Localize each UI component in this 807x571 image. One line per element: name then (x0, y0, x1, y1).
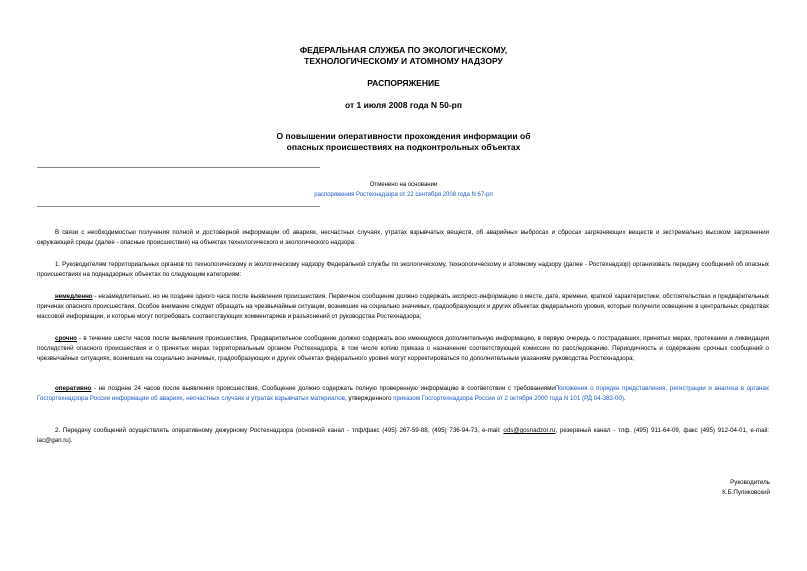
body-immediate (37, 292, 769, 322)
cancel-label: Отменено на основании (369, 182, 438, 188)
signature-block (722, 478, 770, 498)
paragraph-2 (37, 426, 769, 446)
term-operative: оперативно (55, 385, 92, 392)
intro-paragraph: В связи с необходимостью получения полной и достоверной информации об авариях, несчастных случаях, утратах взрывчатых веществ, об аварийных выбросах и сбросах загрязняющих веществ и экстремально высоком загрязнении окружающей среды (далее - опасные происшествия) на объектах технологического и экологического надзора: (37, 229, 769, 246)
body-operative (37, 384, 769, 404)
body-p2 (37, 426, 769, 446)
term-urgent: срочно (55, 335, 77, 342)
body-p1 (37, 260, 769, 280)
cancel-link[interactable]: распоряжения Ростехнадзора от 22 сентября 2008 года N 67-рп (314, 192, 493, 198)
doc-title (0, 131, 807, 153)
immediate-text: - незамедлительно, но не позднее одного часа после выявления происшествия. Первичное сообщение должно содержать экспресс-информацию о месте, дате, времени, краткой характеристике, обстоятельствах и предварительных причинах опасного происшествия. Особое внимание следует обращать на чрезвычайные ситуации, возникшие на социально значимых, градообразующих и других объектах федерального уровня, которые получили освещение в центральных средствах массовой информации, и которые могут потребовать соответствующих комментариев и разъяснений от руководства Ростехнадзора; (37, 293, 769, 320)
signature-name: К.Б.Пуликовский (722, 489, 770, 496)
operative-text-1: - не позднее 24 часов после выявления происшествия. Сообщение должно содержать полную проверенную информацию в соответствии с требованиями (91, 385, 555, 392)
p2-text-1: 2. Передачу сообщений осуществлять оперативному дежурному Ростехнадзора (основной канал - тлф/факс (495) 267-59-88, (495) 736-94-73, e-mail: (55, 427, 504, 434)
body-urgent (37, 334, 769, 364)
signature-position: Руководитель (730, 479, 770, 486)
paragraph-urgent (37, 334, 769, 364)
divider-top (37, 167, 320, 168)
agency-line-2: ТЕХНОЛОГИЧЕСКОМУ И АТОМНОМУ НАДЗОРУ (304, 56, 503, 66)
email-link[interactable]: ods@gosnadzor.ru (503, 427, 556, 434)
body-intro (37, 228, 769, 248)
paragraph-1: 1. Руководителям территориальных органов по технологическому и экологическому надзору Федеральной службы по экологическому, технологическому и атомному надзору (далее - Ростехнадзор) организовать передачу сообщений об опасных происшествиях на поднадзорных объектах по следующим категориям: (37, 261, 769, 278)
urgent-text: - в течение шести часов после выявления происшествия. Предварительное сообщение должно содержать всю имеющуюся дополнительную информацию, в первую очередь о пострадавших, принятых мерах, протекании и ликвидации последствий опасного происшествия и о принятых мерах территориальным органом Ростехнадзора, в том числе копию приказа о назначении соответствующей комиссии по расследованию. Периодичность и содержание срочных сообщений о чрезвычайных ситуациях, возникших на социально значимых, градообразующих и других объектах федерального уровня могут корректироваться по дополнительным указаниям руководства Ростехнадзора; (37, 335, 769, 362)
agency-line-1: ФЕДЕРАЛЬНАЯ СЛУЖБА ПО ЭКОЛОГИЧЕСКОМУ, (299, 45, 508, 55)
operative-text-2: , утвержденного (344, 395, 394, 402)
agency-name (0, 45, 807, 67)
term-immediate: немедленно (55, 293, 93, 300)
p2-text-2: , резервный канал - тлф. (495) 911-64-09, факс (495) 912-04-01, e-mail: iac@gan.ru). (37, 427, 769, 444)
paragraph-immediate (37, 292, 769, 322)
doc-type: РАСПОРЯЖЕНИЕ (367, 78, 440, 88)
link-order[interactable]: приказом Госгортехнадзора России от 2 октября 2000 года N 101 (РД 04-383-00) (393, 395, 624, 402)
paragraph-operative (37, 384, 769, 404)
doc-date: от 1 июля 2008 года N 50-рп (345, 100, 462, 110)
link-regulation[interactable]: Положения о порядке представления, регистрации и анализа в органах Госгортехнадзора России информации об авариях, несчастных случаях и утратах взрывчатых материалов (37, 385, 769, 402)
divider-bottom (37, 206, 320, 207)
operative-text-3: . (623, 395, 626, 402)
title-line-1: О повышении оперативности прохождения информации об (276, 131, 531, 141)
title-line-2: опасных происшествиях на подконтрольных объектах (286, 142, 521, 152)
